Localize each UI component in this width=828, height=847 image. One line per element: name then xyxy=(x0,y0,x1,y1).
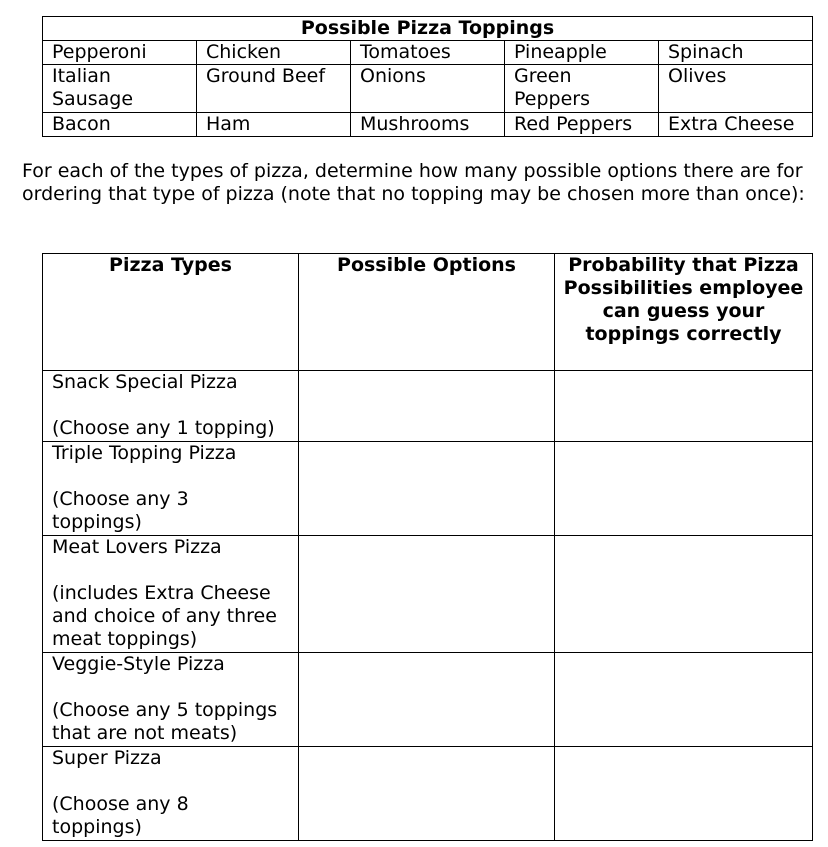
pizza-name: Triple Topping Pizza xyxy=(52,442,237,464)
pizza-name: Veggie-Style Pizza xyxy=(52,653,225,675)
pizza-type-cell xyxy=(43,536,299,653)
table-row xyxy=(43,442,813,536)
toppings-row xyxy=(43,65,813,113)
probability-cell[interactable] xyxy=(555,653,813,747)
topping-cell: Red Peppers xyxy=(505,113,659,137)
topping-cell: Olives xyxy=(659,65,813,113)
possible-options-cell[interactable] xyxy=(299,371,555,442)
header-probability: Probability that Pizza Possibilities employee can guess your toppings correctly xyxy=(555,254,813,371)
pizza-table-header-row xyxy=(43,254,813,371)
probability-cell[interactable] xyxy=(555,536,813,653)
topping-cell: Ground Beef xyxy=(197,65,351,113)
pizza-description: (Choose any 8 toppings) xyxy=(52,793,189,838)
topping-cell: Italian Sausage xyxy=(43,65,197,113)
possible-options-cell[interactable] xyxy=(299,536,555,653)
toppings-row xyxy=(43,41,813,65)
topping-cell: Bacon xyxy=(43,113,197,137)
toppings-table xyxy=(42,16,813,137)
topping-cell: Tomatoes xyxy=(351,41,505,65)
possible-options-cell[interactable] xyxy=(299,442,555,536)
instructions-text: For each of the types of pizza, determine how many possible options there are for ordering that type of pizza (note that no topping may be chosen more than once): xyxy=(22,160,805,205)
topping-cell: Extra Cheese xyxy=(659,113,813,137)
pizza-description: (Choose any 3 toppings) xyxy=(52,488,189,533)
pizza-type-cell xyxy=(43,653,299,747)
pizza-options-table xyxy=(42,253,813,841)
pizza-type-cell xyxy=(43,747,299,841)
table-row xyxy=(43,371,813,442)
header-possible-options: Possible Options xyxy=(299,254,555,371)
pizza-name: Snack Special Pizza xyxy=(52,371,238,393)
pizza-description: (Choose any 5 toppings that are not meats) xyxy=(52,699,278,744)
probability-cell[interactable] xyxy=(555,442,813,536)
probability-cell[interactable] xyxy=(555,747,813,841)
pizza-name: Meat Lovers Pizza xyxy=(52,536,222,558)
toppings-table-title: Possible Pizza Toppings xyxy=(43,17,813,41)
topping-cell: Ham xyxy=(197,113,351,137)
table-row xyxy=(43,653,813,747)
topping-cell: Onions xyxy=(351,65,505,113)
probability-cell[interactable] xyxy=(555,371,813,442)
pizza-name: Super Pizza xyxy=(52,747,162,769)
table-row xyxy=(43,536,813,653)
pizza-type-cell xyxy=(43,371,299,442)
topping-cell: Green Peppers xyxy=(505,65,659,113)
toppings-row xyxy=(43,113,813,137)
possible-options-cell[interactable] xyxy=(299,747,555,841)
topping-cell: Spinach xyxy=(659,41,813,65)
pizza-description: (includes Extra Cheese and choice of any three meat toppings) xyxy=(52,582,277,650)
pizza-description: (Choose any 1 topping) xyxy=(52,417,275,439)
pizza-type-cell xyxy=(43,442,299,536)
topping-cell: Chicken xyxy=(197,41,351,65)
topping-cell: Mushrooms xyxy=(351,113,505,137)
topping-cell: Pepperoni xyxy=(43,41,197,65)
possible-options-cell[interactable] xyxy=(299,653,555,747)
topping-cell: Pineapple xyxy=(505,41,659,65)
header-pizza-types: Pizza Types xyxy=(43,254,299,371)
table-row xyxy=(43,747,813,841)
